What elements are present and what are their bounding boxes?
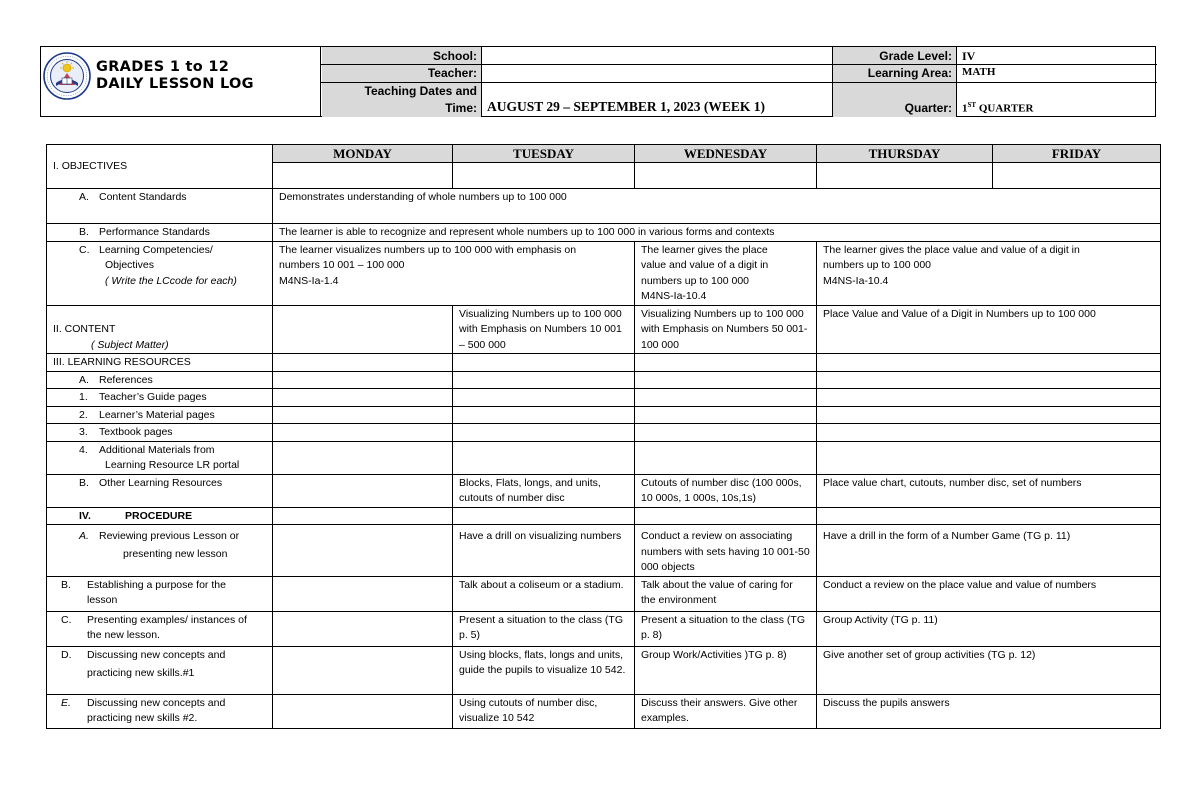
presenting-thursday-friday: Group Activity (TG p. 11) xyxy=(817,611,1161,646)
learners-material-label: 2. Learner’s Material pages xyxy=(47,406,273,424)
teachers-guide-label: 1. Teacher’s Guide pages xyxy=(47,389,273,407)
table-row xyxy=(47,441,1161,474)
day-header-monday: MONDAY xyxy=(273,145,453,163)
purpose-thursday-friday: Conduct a review on the place value and value of numbers xyxy=(817,576,1161,611)
additional-materials-label: 4. Additional Materials from Learning Resource LR portal xyxy=(47,441,273,474)
table-row xyxy=(47,354,1161,372)
additional-wednesday xyxy=(635,441,817,474)
procedure-wednesday xyxy=(635,507,817,525)
procedure-tuesday xyxy=(453,507,635,525)
references-wednesday xyxy=(635,371,817,389)
table-row xyxy=(47,474,1161,507)
procedure-heading: IV. PROCEDURE xyxy=(47,507,273,525)
discussing-1-monday xyxy=(273,646,453,694)
additional-thursday-friday xyxy=(817,441,1161,474)
table-row xyxy=(47,406,1161,424)
references-monday xyxy=(273,371,453,389)
quarter-value: 1ST QUARTER xyxy=(962,101,1034,115)
table-row xyxy=(47,189,1161,224)
lm-thursday-friday xyxy=(817,406,1161,424)
competencies-monday-tuesday: The learner visualizes numbers up to 100 000 with emphasis on numbers 10 001 – 100 000 M4NS-Ia-1.4 xyxy=(273,241,635,305)
discussing-2-label: E. Discussing new concepts and practicing new skills #2. xyxy=(47,694,273,728)
day-header-friday: FRIDAY xyxy=(993,145,1161,163)
teacher-label: Teacher: xyxy=(427,66,477,80)
content-tuesday: Visualizing Numbers up to 100 000 with Emphasis on Numbers 10 001 – 500 000 xyxy=(453,305,635,354)
teaching-dates-label-2: Time: xyxy=(445,101,477,115)
content-standards-label: A. Content Standards xyxy=(47,189,273,224)
content-monday xyxy=(273,305,453,354)
objectives-heading: I. OBJECTIVES xyxy=(47,145,273,189)
tg-tuesday xyxy=(453,389,635,407)
discussing-1-thursday-friday: Give another set of group activities (TG p. 12) xyxy=(817,646,1161,694)
other-resources-label: B. Other Learning Resources xyxy=(47,474,273,507)
deped-seal-icon xyxy=(43,51,91,101)
other-resources-thursday-friday: Place value chart, cutouts, number disc, set of numbers xyxy=(817,474,1161,507)
objectives-cell-tuesday xyxy=(453,163,635,189)
header-title-grades: GRADES 1 to 12 xyxy=(96,59,230,75)
resources-thursday-friday xyxy=(817,354,1161,372)
content-thursday-friday: Place Value and Value of a Digit in Numbers up to 100 000 xyxy=(817,305,1161,354)
school-label: School: xyxy=(433,49,477,63)
resources-wednesday xyxy=(635,354,817,372)
resources-tuesday xyxy=(453,354,635,372)
table-row xyxy=(47,224,1161,242)
presenting-label: C. Presenting examples/ instances of the new lesson. xyxy=(47,611,273,646)
table-row xyxy=(47,389,1161,407)
table-row xyxy=(47,507,1161,525)
day-header-thursday: THURSDAY xyxy=(817,145,993,163)
references-label: A. References xyxy=(47,371,273,389)
objectives-cell-friday xyxy=(993,163,1161,189)
content-wednesday: Visualizing Numbers up to 100 000 with Emphasis on Numbers 50 001- 100 000 xyxy=(635,305,817,354)
reviewing-thursday-friday: Have a drill in the form of a Number Game (TG p. 11) xyxy=(817,525,1161,577)
lesson-log-header xyxy=(40,46,1156,117)
discussing-1-tuesday: Using blocks, flats, longs and units, guide the pupils to visualize 10 542. xyxy=(453,646,635,694)
reviewing-tuesday: Have a drill on visualizing numbers xyxy=(453,525,635,577)
performance-standards-label: B. Performance Standards xyxy=(47,224,273,242)
table-row xyxy=(47,525,1161,577)
discussing-2-thursday-friday: Discuss the pupils answers xyxy=(817,694,1161,728)
presenting-tuesday: Present a situation to the class (TG p. 5) xyxy=(453,611,635,646)
textbook-wednesday xyxy=(635,424,817,442)
competencies-wednesday: The learner gives the place value and value of a digit in numbers up to 100 000 M4NS-Ia-10.4 xyxy=(635,241,817,305)
textbook-tuesday xyxy=(453,424,635,442)
other-resources-monday xyxy=(273,474,453,507)
textbook-thursday-friday xyxy=(817,424,1161,442)
procedure-monday xyxy=(273,507,453,525)
table-row xyxy=(47,424,1161,442)
day-header-wednesday: WEDNESDAY xyxy=(635,145,817,163)
discussing-1-label: D. Discussing new concepts and practicing new skills.#1 xyxy=(47,646,273,694)
purpose-tuesday: Talk about a coliseum or a stadium. xyxy=(453,576,635,611)
discussing-2-monday xyxy=(273,694,453,728)
performance-standards-value: The learner is able to recognize and represent whole numbers up to 100 000 in various forms and contexts xyxy=(273,224,1161,242)
discussing-2-wednesday: Discuss their answers. Give other examples. xyxy=(635,694,817,728)
lm-tuesday xyxy=(453,406,635,424)
tg-monday xyxy=(273,389,453,407)
references-tuesday xyxy=(453,371,635,389)
lm-wednesday xyxy=(635,406,817,424)
objectives-cell-thursday xyxy=(817,163,993,189)
teaching-dates-value: AUGUST 29 – SEPTEMBER 1, 2023 (WEEK 1) xyxy=(487,99,766,114)
content-standards-value: Demonstrates understanding of whole numbers up to 100 000 xyxy=(273,189,1161,224)
purpose-monday xyxy=(273,576,453,611)
objectives-cell-wednesday xyxy=(635,163,817,189)
competencies-label: C. Learning Competencies/ Objectives ( Write the LCcode for each) xyxy=(47,241,273,305)
purpose-wednesday: Talk about the value of caring for the environment xyxy=(635,576,817,611)
reviewing-wednesday: Conduct a review on associating numbers with sets having 10 001-50 000 objects xyxy=(635,525,817,577)
textbook-monday xyxy=(273,424,453,442)
learning-area-label: Learning Area: xyxy=(867,66,952,80)
grade-level-value: IV xyxy=(962,49,976,63)
header-title-block xyxy=(41,47,321,116)
table-row xyxy=(47,305,1161,354)
content-label: II. CONTENT ( Subject Matter) xyxy=(47,305,273,354)
presenting-wednesday: Present a situation to the class (TG p. 8) xyxy=(635,611,817,646)
discussing-1-wednesday: Group Work/Activities )TG p. 8) xyxy=(635,646,817,694)
header-title-dll: DAILY LESSON LOG xyxy=(96,76,254,92)
resources-monday xyxy=(273,354,453,372)
other-resources-wednesday: Cutouts of number disc (100 000s, 10 000s, 1 000s, 10s,1s) xyxy=(635,474,817,507)
additional-monday xyxy=(273,441,453,474)
additional-tuesday xyxy=(453,441,635,474)
quarter-label: Quarter: xyxy=(904,101,952,115)
textbook-label: 3. Textbook pages xyxy=(47,424,273,442)
procedure-thursday-friday xyxy=(817,507,1161,525)
table-row xyxy=(47,646,1161,694)
references-thursday-friday xyxy=(817,371,1161,389)
objectives-cell-monday xyxy=(273,163,453,189)
teaching-dates-label-1: Teaching Dates and xyxy=(364,84,477,98)
purpose-label: B. Establishing a purpose for the lesson xyxy=(47,576,273,611)
learning-area-value: MATH xyxy=(962,66,996,78)
table-row xyxy=(47,576,1161,611)
other-resources-tuesday: Blocks, Flats, longs, and units, cutouts of number disc xyxy=(453,474,635,507)
lm-monday xyxy=(273,406,453,424)
daily-lesson-log-table xyxy=(46,144,1161,729)
table-row xyxy=(47,145,1161,163)
table-row xyxy=(47,611,1161,646)
tg-wednesday xyxy=(635,389,817,407)
day-header-tuesday: TUESDAY xyxy=(453,145,635,163)
table-row xyxy=(47,371,1161,389)
learning-resources-heading: III. LEARNING RESOURCES xyxy=(47,354,273,372)
table-row xyxy=(47,694,1161,728)
reviewing-monday xyxy=(273,525,453,577)
tg-thursday-friday xyxy=(817,389,1161,407)
reviewing-label: A. Reviewing previous Lesson or presenting new lesson xyxy=(47,525,273,577)
competencies-thursday-friday: The learner gives the place value and value of a digit in numbers up to 100 000 M4NS-Ia-10.4 xyxy=(817,241,1161,305)
table-row xyxy=(47,241,1161,305)
grade-level-label: Grade Level: xyxy=(879,49,952,63)
discussing-2-tuesday: Using cutouts of number disc, visualize 10 542 xyxy=(453,694,635,728)
presenting-monday xyxy=(273,611,453,646)
